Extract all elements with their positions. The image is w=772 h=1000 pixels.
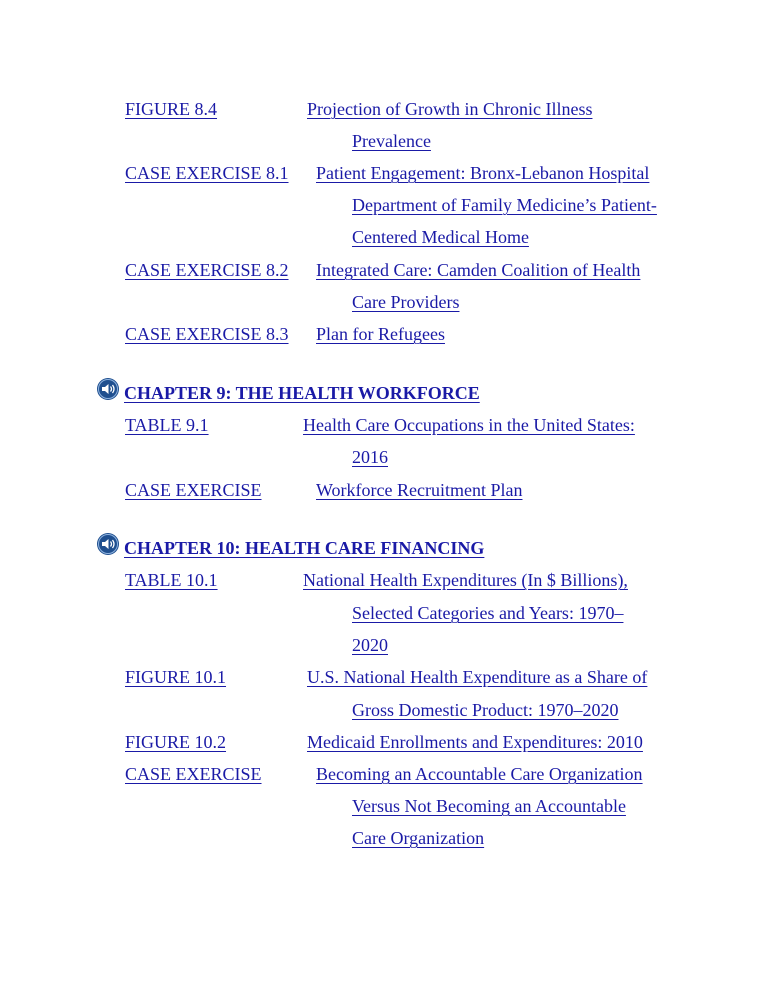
entry-title-line[interactable]: U.S. National Health Expenditure as a Share of — [307, 667, 648, 687]
entry-title-line[interactable]: Care Organization — [352, 828, 485, 848]
entry-title-line[interactable]: Selected Categories and Years: 1970– — [352, 603, 624, 623]
entry-title-line[interactable]: Medicaid Enrollments and Expenditures: 2010 — [307, 732, 643, 752]
entry-title-line[interactable]: Centered Medical Home — [352, 227, 529, 247]
entry-title-line[interactable]: Care Providers — [352, 292, 460, 312]
entry-label[interactable]: FIGURE 10.2 — [125, 732, 227, 752]
chapter-title[interactable]: CHAPTER 10: HEALTH CARE FINANCING — [124, 538, 485, 558]
entry-label[interactable]: FIGURE 10.1 — [125, 667, 227, 687]
chapter-title[interactable]: CHAPTER 9: THE HEALTH WORKFORCE — [124, 383, 480, 403]
entry-title-line[interactable]: 2020 — [352, 635, 388, 655]
entry-label[interactable]: CASE EXERCISE 8.2 — [125, 260, 289, 280]
entry-title-line[interactable]: Becoming an Accountable Care Organization — [316, 764, 643, 784]
entry-title-line[interactable]: Department of Family Medicine’s Patient- — [352, 195, 657, 215]
entry-title-line[interactable]: Prevalence — [352, 131, 431, 151]
entry-label[interactable]: CASE EXERCISE 8.1 — [125, 163, 289, 183]
entry-label[interactable]: TABLE 10.1 — [125, 570, 218, 590]
entry-title-line[interactable]: National Health Expenditures (In $ Billions), — [303, 570, 628, 590]
entry-label[interactable]: CASE EXERCISE — [125, 764, 262, 784]
entry-label[interactable]: CASE EXERCISE 8.3 — [125, 324, 289, 344]
entry-title-line[interactable]: Patient Engagement: Bronx-Lebanon Hospital — [316, 163, 650, 183]
speaker-icon[interactable] — [96, 377, 120, 401]
entry-title-line[interactable]: Projection of Growth in Chronic Illness — [307, 99, 593, 119]
entry-title-line[interactable]: Integrated Care: Camden Coalition of Health — [316, 260, 641, 280]
entry-label[interactable]: FIGURE 8.4 — [125, 99, 218, 119]
entry-title-line[interactable]: Versus Not Becoming an Accountable — [352, 796, 626, 816]
speaker-icon[interactable] — [96, 532, 120, 556]
entry-label[interactable]: TABLE 9.1 — [125, 415, 209, 435]
entry-title-line[interactable]: Workforce Recruitment Plan — [316, 480, 523, 500]
entry-label[interactable]: CASE EXERCISE — [125, 480, 262, 500]
entry-title-line[interactable]: Gross Domestic Product: 1970–2020 — [352, 700, 619, 720]
entry-title-line[interactable]: Plan for Refugees — [316, 324, 445, 344]
entry-title-line[interactable]: 2016 — [352, 447, 388, 467]
entry-title-line[interactable]: Health Care Occupations in the United States: — [303, 415, 635, 435]
